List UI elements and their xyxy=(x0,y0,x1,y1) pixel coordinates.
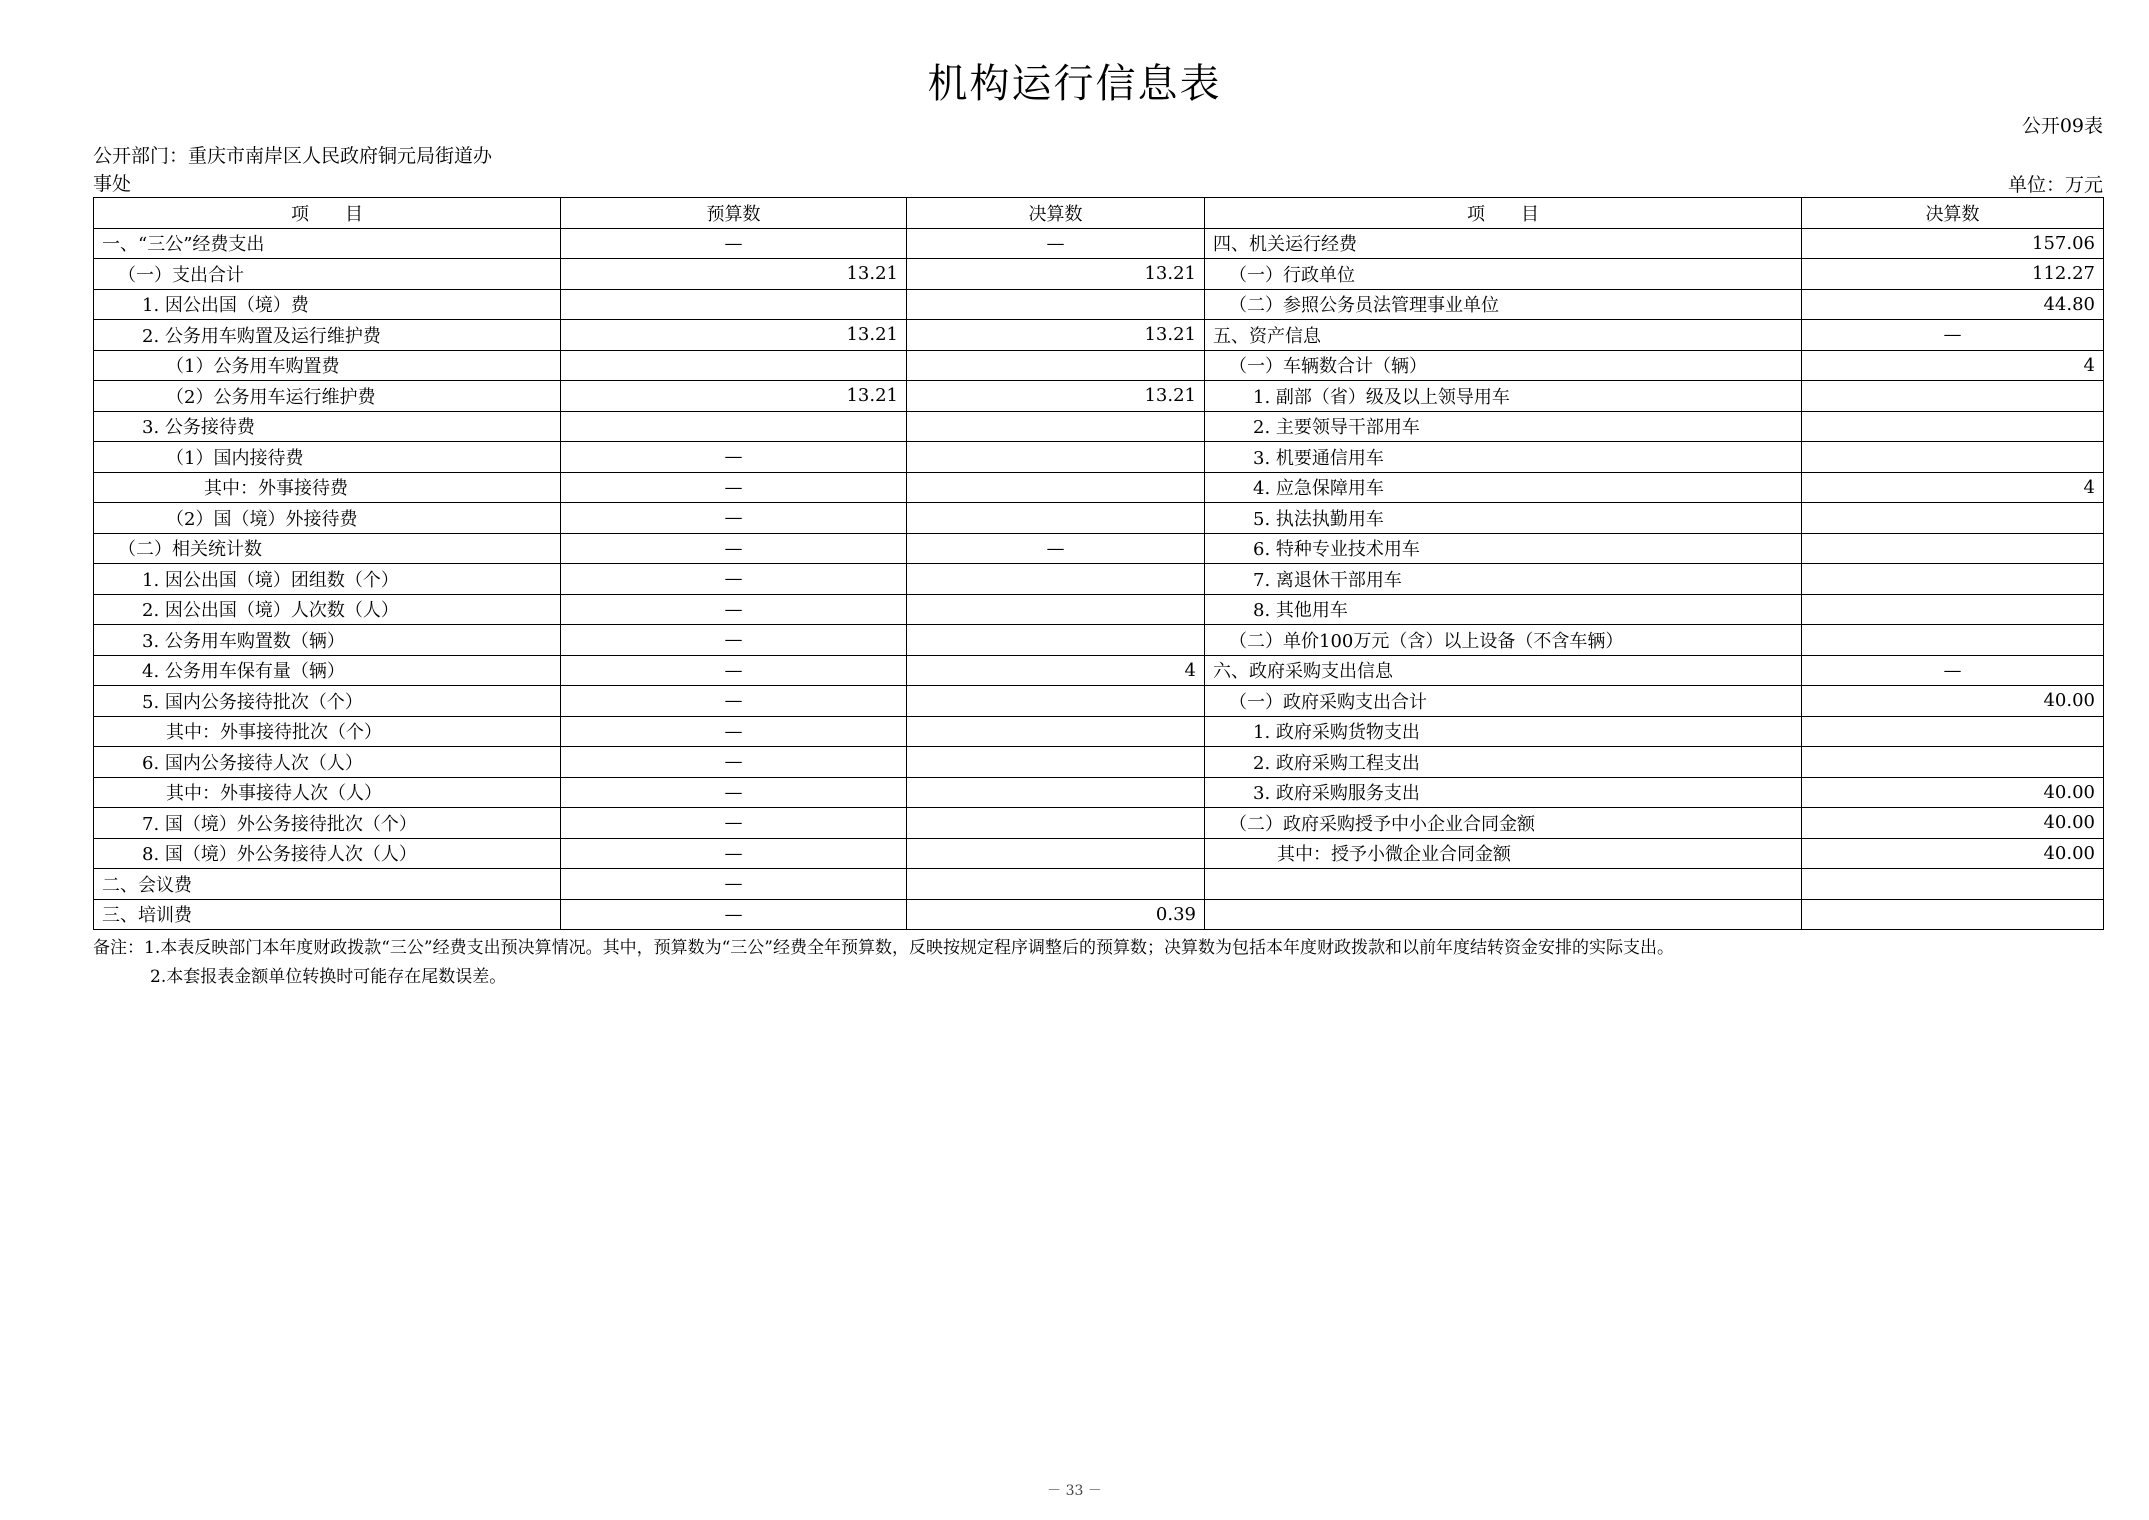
table-row xyxy=(94,320,2104,351)
right-item: 四、机关运行经费 xyxy=(1205,228,1802,259)
table-row xyxy=(94,442,2104,473)
left-item: 6. 国内公务接待人次（人） xyxy=(94,747,561,778)
budget-value: — xyxy=(561,442,907,473)
final-value: 0.39 xyxy=(907,899,1205,930)
right-final-value xyxy=(1802,899,2104,930)
table-row xyxy=(94,899,2104,930)
right-final-value: — xyxy=(1802,655,2104,686)
final-value xyxy=(907,350,1205,381)
page-title: 机构运行信息表 xyxy=(927,61,1222,107)
left-item: 2. 因公出国（境）人次数（人） xyxy=(94,594,561,625)
right-item xyxy=(1205,899,1802,930)
left-item: 三、培训费 xyxy=(94,899,561,930)
left-item: （一）支出合计 xyxy=(94,259,561,290)
table-row xyxy=(94,747,2104,778)
budget-value: — xyxy=(561,564,907,595)
left-item: （1）国内接待费 xyxy=(94,442,561,473)
budget-value: — xyxy=(561,472,907,503)
table-notes xyxy=(93,934,1674,992)
right-item: 1. 副部（省）级及以上领导用车 xyxy=(1205,381,1802,412)
right-item: 6. 特种专业技术用车 xyxy=(1205,533,1802,564)
table-row xyxy=(94,655,2104,686)
right-item xyxy=(1205,869,1802,900)
right-final-value xyxy=(1802,533,2104,564)
right-final-value: 112.27 xyxy=(1802,259,2104,290)
right-item: 1. 政府采购货物支出 xyxy=(1205,716,1802,747)
budget-value: — xyxy=(561,747,907,778)
left-item: 二、会议费 xyxy=(94,869,561,900)
right-final-value xyxy=(1802,503,2104,534)
table-row xyxy=(94,564,2104,595)
final-value xyxy=(907,472,1205,503)
final-value xyxy=(907,503,1205,534)
unit-label: 单位：万元 xyxy=(2007,174,2103,196)
left-item: 1. 因公出国（境）费 xyxy=(94,289,561,320)
budget-value: — xyxy=(561,533,907,564)
budget-value: — xyxy=(561,716,907,747)
budget-value: — xyxy=(561,686,907,717)
right-item: （二）参照公务员法管理事业单位 xyxy=(1205,289,1802,320)
budget-value: — xyxy=(561,869,907,900)
page-number: － 33 － xyxy=(1047,1483,1102,1499)
table-row xyxy=(94,289,2104,320)
header-final-right: 决算数 xyxy=(1802,198,2104,229)
right-item: 六、政府采购支出信息 xyxy=(1205,655,1802,686)
budget-value: 13.21 xyxy=(561,320,907,351)
right-item: 其中：授予小微企业合同金额 xyxy=(1205,838,1802,869)
final-value xyxy=(907,838,1205,869)
final-value xyxy=(907,625,1205,656)
budget-value: — xyxy=(561,503,907,534)
budget-value: — xyxy=(561,838,907,869)
table-row xyxy=(94,411,2104,442)
final-value xyxy=(907,686,1205,717)
right-final-value: 40.00 xyxy=(1802,838,2104,869)
budget-value: — xyxy=(561,808,907,839)
left-item: 一、“三公”经费支出 xyxy=(94,228,561,259)
budget-value xyxy=(561,411,907,442)
right-item: （二）政府采购授予中小企业合同金额 xyxy=(1205,808,1802,839)
left-item: 7. 国（境）外公务接待批次（个） xyxy=(94,808,561,839)
right-final-value: — xyxy=(1802,320,2104,351)
final-value xyxy=(907,289,1205,320)
left-item: 2. 公务用车购置及运行维护费 xyxy=(94,320,561,351)
right-final-value xyxy=(1802,411,2104,442)
table-row xyxy=(94,808,2104,839)
left-item: 其中：外事接待人次（人） xyxy=(94,777,561,808)
form-number: 公开09表 xyxy=(2021,115,2103,137)
final-value xyxy=(907,716,1205,747)
left-item: 其中：外事接待批次（个） xyxy=(94,716,561,747)
table-row xyxy=(94,228,2104,259)
right-final-value xyxy=(1802,869,2104,900)
left-item: 4. 公务用车保有量（辆） xyxy=(94,655,561,686)
note-line-2: 2.本套报表金额单位转换时可能存在尾数误差。 xyxy=(150,967,507,987)
department-name-cont: 事处 xyxy=(93,173,132,195)
final-value: 13.21 xyxy=(907,320,1205,351)
final-value xyxy=(907,442,1205,473)
right-final-value: 157.06 xyxy=(1802,228,2104,259)
right-item: （一）行政单位 xyxy=(1205,259,1802,290)
table-row xyxy=(94,381,2104,412)
table-row xyxy=(94,716,2104,747)
budget-value: — xyxy=(561,625,907,656)
final-value xyxy=(907,564,1205,595)
table-row xyxy=(94,625,2104,656)
right-final-value xyxy=(1802,442,2104,473)
budget-value xyxy=(561,350,907,381)
right-final-value: 40.00 xyxy=(1802,777,2104,808)
header-left-item: 项 目 xyxy=(94,198,561,229)
right-final-value xyxy=(1802,564,2104,595)
info-table xyxy=(93,197,2104,930)
right-item: 2. 政府采购工程支出 xyxy=(1205,747,1802,778)
table-row xyxy=(94,259,2104,290)
final-value: — xyxy=(907,228,1205,259)
final-value xyxy=(907,411,1205,442)
right-final-value xyxy=(1802,381,2104,412)
right-final-value: 4 xyxy=(1802,350,2104,381)
right-final-value xyxy=(1802,747,2104,778)
table-row xyxy=(94,869,2104,900)
final-value: — xyxy=(907,533,1205,564)
left-item: 3. 公务用车购置数（辆） xyxy=(94,625,561,656)
right-final-value xyxy=(1802,716,2104,747)
left-item: 3. 公务接待费 xyxy=(94,411,561,442)
budget-value xyxy=(561,289,907,320)
table-row xyxy=(94,594,2104,625)
right-item: 五、资产信息 xyxy=(1205,320,1802,351)
left-item: 1. 因公出国（境）团组数（个） xyxy=(94,564,561,595)
right-item: 8. 其他用车 xyxy=(1205,594,1802,625)
left-item: （2）国（境）外接待费 xyxy=(94,503,561,534)
table-row xyxy=(94,472,2104,503)
department-name: 重庆市南岸区人民政府铜元局街道办 xyxy=(188,145,493,167)
left-item: 5. 国内公务接待批次（个） xyxy=(94,686,561,717)
final-value xyxy=(907,594,1205,625)
right-final-value: 40.00 xyxy=(1802,808,2104,839)
table-header-row xyxy=(94,198,2104,229)
right-final-value: 44.80 xyxy=(1802,289,2104,320)
header-budget: 预算数 xyxy=(561,198,907,229)
table-row xyxy=(94,350,2104,381)
right-item: 2. 主要领导干部用车 xyxy=(1205,411,1802,442)
right-item: 4. 应急保障用车 xyxy=(1205,472,1802,503)
right-item: 7. 离退休干部用车 xyxy=(1205,564,1802,595)
budget-value: — xyxy=(561,655,907,686)
right-final-value xyxy=(1802,594,2104,625)
budget-value: — xyxy=(561,899,907,930)
note-line-1: 备注：1.本表反映部门本年度财政拨款“三公”经费支出预决算情况。其中，预算数为“三公”经费全年预算数，反映按规定程序调整后的预算数；决算数为包括本年度财政拨款和以前年度结转资金安排的实际支出。 xyxy=(93,938,1674,958)
right-final-value xyxy=(1802,625,2104,656)
table-row xyxy=(94,533,2104,564)
left-item: （二）相关统计数 xyxy=(94,533,561,564)
final-value xyxy=(907,777,1205,808)
right-item: （一）政府采购支出合计 xyxy=(1205,686,1802,717)
right-item: 3. 机要通信用车 xyxy=(1205,442,1802,473)
department-label: 公开部门： xyxy=(93,145,189,167)
table-row xyxy=(94,686,2104,717)
budget-value: — xyxy=(561,777,907,808)
left-item: 8. 国（境）外公务接待人次（人） xyxy=(94,838,561,869)
department-info xyxy=(93,142,492,198)
budget-value: 13.21 xyxy=(561,381,907,412)
right-item: （一）车辆数合计（辆） xyxy=(1205,350,1802,381)
final-value: 13.21 xyxy=(907,381,1205,412)
left-item: 其中：外事接待费 xyxy=(94,472,561,503)
left-item: （2）公务用车运行维护费 xyxy=(94,381,561,412)
right-item: 3. 政府采购服务支出 xyxy=(1205,777,1802,808)
right-item: 5. 执法执勤用车 xyxy=(1205,503,1802,534)
final-value xyxy=(907,747,1205,778)
final-value xyxy=(907,869,1205,900)
table-row xyxy=(94,838,2104,869)
right-item: （二）单价100万元（含）以上设备（不含车辆） xyxy=(1205,625,1802,656)
left-item: （1）公务用车购置费 xyxy=(94,350,561,381)
budget-value: — xyxy=(561,594,907,625)
table-row xyxy=(94,503,2104,534)
header-final-left: 决算数 xyxy=(907,198,1205,229)
final-value: 4 xyxy=(907,655,1205,686)
budget-value: — xyxy=(561,228,907,259)
table-row xyxy=(94,777,2104,808)
final-value xyxy=(907,808,1205,839)
right-final-value: 4 xyxy=(1802,472,2104,503)
header-right-item: 项 目 xyxy=(1205,198,1802,229)
right-final-value: 40.00 xyxy=(1802,686,2104,717)
budget-value: 13.21 xyxy=(561,259,907,290)
final-value: 13.21 xyxy=(907,259,1205,290)
